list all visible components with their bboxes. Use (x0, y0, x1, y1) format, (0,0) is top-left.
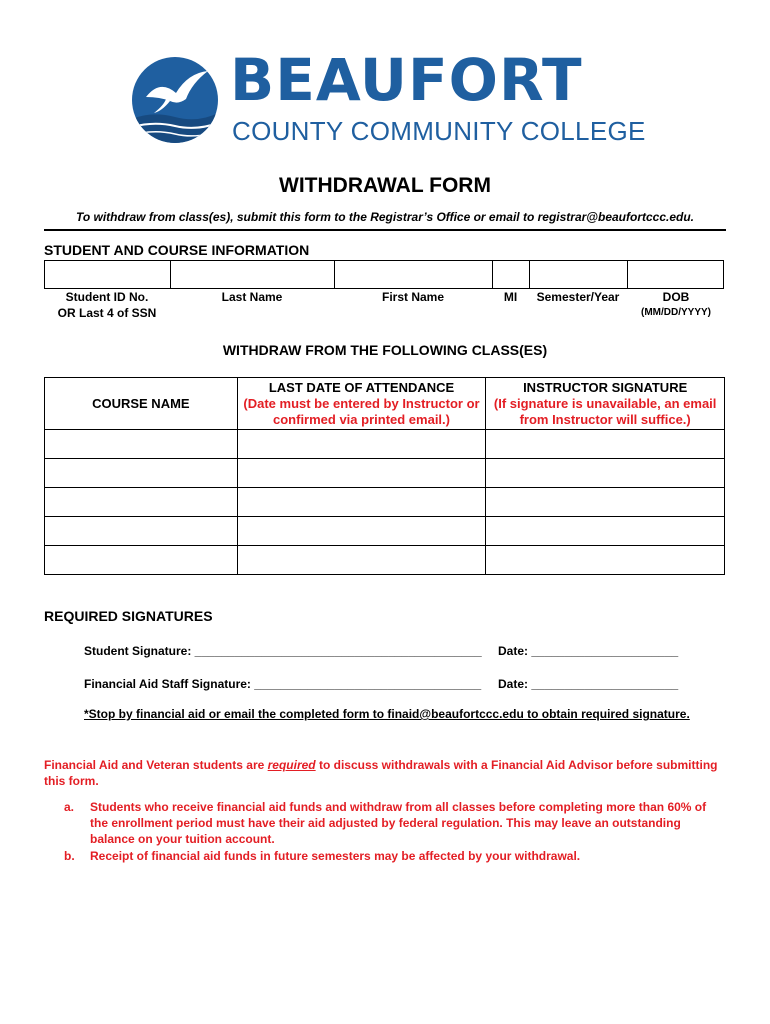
last-date-cell[interactable] (237, 488, 486, 517)
student-id-label-line2: OR Last 4 of SSN (57, 306, 157, 320)
last-date-header (237, 378, 486, 430)
instructor-signature-cell[interactable] (486, 517, 725, 546)
dob-label (627, 289, 725, 321)
last-name-label: Last Name (221, 290, 283, 304)
list-item (64, 799, 724, 847)
table-row (45, 459, 725, 488)
notice-text: to discuss withdrawals with a Financial Aid Advisor before submitting this form. (44, 758, 718, 788)
college-logo (132, 46, 646, 148)
financial-aid-notice (44, 757, 724, 789)
last-date-cell[interactable] (237, 546, 486, 575)
list-item-text: Students who receive financial aid funds and withdraw from all classes before completing more than 60% of the enrollment period must have their aid adjusted by federal regulation. This may leave an outstanding balance on your tuition account. (90, 800, 707, 846)
instructor-signature-header-text: INSTRUCTOR SIGNATURE (523, 379, 688, 395)
instructor-signature-cell[interactable] (486, 459, 725, 488)
instructor-signature-header (486, 378, 725, 430)
course-name-cell[interactable] (45, 488, 238, 517)
last-date-header-note: (Date must be entered by Instructor or confirmed via printed email.) (243, 395, 480, 427)
list-item-text: Receipt of financial aid funds in future semesters may be affected by your withdrawal. (90, 849, 581, 863)
dob-field[interactable] (628, 261, 723, 288)
last-date-cell[interactable] (237, 517, 486, 546)
mi-label: MI (503, 290, 518, 304)
instructor-signature-cell[interactable] (486, 488, 725, 517)
fa-staff-date-line[interactable]: Date: ______________________ (498, 677, 679, 691)
semester-year-label: Semester/Year (536, 290, 620, 304)
first-name-field[interactable] (335, 261, 492, 288)
instructor-signature-cell[interactable] (486, 430, 725, 459)
table-header-row (45, 378, 725, 430)
course-name-cell[interactable] (45, 546, 238, 575)
form-instructions: To withdraw from class(es), submit this form to the Registrar’s Office or email to registrar@beaufortccc.edu. (75, 210, 695, 224)
notice-text: Financial Aid and Veteran students are (44, 758, 268, 772)
dob-format-hint: (MM/DD/YYYY) (641, 307, 711, 318)
last-name-field[interactable] (171, 261, 334, 288)
notice-emphasis: required (267, 758, 316, 772)
semester-year-field[interactable] (530, 261, 627, 288)
financial-aid-note: *Stop by financial aid or email the completed form to finaid@beaufortccc.edu to obtain required signature. (84, 707, 690, 721)
mi-field[interactable] (493, 261, 529, 288)
table-row (45, 546, 725, 575)
table-row (45, 430, 725, 459)
last-date-cell[interactable] (237, 430, 486, 459)
last-date-header-text: LAST DATE OF ATTENDANCE (268, 379, 455, 395)
seagull-icon (132, 57, 218, 143)
student-info-row (44, 260, 724, 289)
course-name-cell[interactable] (45, 430, 238, 459)
course-name-cell[interactable] (45, 459, 238, 488)
list-marker: b. (64, 849, 75, 863)
course-name-header (45, 378, 238, 430)
first-name-label: First Name (381, 290, 445, 304)
student-id-label (44, 289, 170, 321)
course-name-cell[interactable] (45, 517, 238, 546)
student-id-field[interactable] (46, 261, 170, 288)
classes-heading: WITHDRAW FROM THE FOLLOWING CLASS(ES) (222, 342, 548, 358)
table-row (45, 517, 725, 546)
form-title: WITHDRAWAL FORM (279, 174, 491, 197)
instructor-signature-cell[interactable] (486, 546, 725, 575)
dob-label-text: DOB (662, 290, 690, 304)
student-id-label-line1: Student ID No. (65, 290, 149, 304)
course-name-header-text: COURSE NAME (92, 395, 190, 411)
signatures-heading: REQUIRED SIGNATURES (44, 608, 213, 624)
table-row (45, 488, 725, 517)
list-marker: a. (64, 800, 75, 814)
student-info-heading: STUDENT AND COURSE INFORMATION (44, 242, 310, 258)
instructor-signature-header-note: (If signature is unavailable, an email from Instructor will suffice.) (493, 395, 717, 427)
student-signature-line[interactable]: Student Signature: ___________________________________________ (84, 644, 482, 658)
header-divider (44, 229, 726, 231)
logo-wordmark-top: BEAUFORT (230, 46, 583, 114)
logo-wordmark-bottom: COUNTY COMMUNITY COLLEGE (232, 116, 646, 146)
student-date-line[interactable]: Date: ______________________ (498, 644, 679, 658)
last-date-cell[interactable] (237, 459, 486, 488)
classes-table (44, 377, 725, 575)
list-item (64, 848, 724, 864)
fa-staff-signature-line[interactable]: Financial Aid Staff Signature: __________________________________ (84, 677, 482, 691)
